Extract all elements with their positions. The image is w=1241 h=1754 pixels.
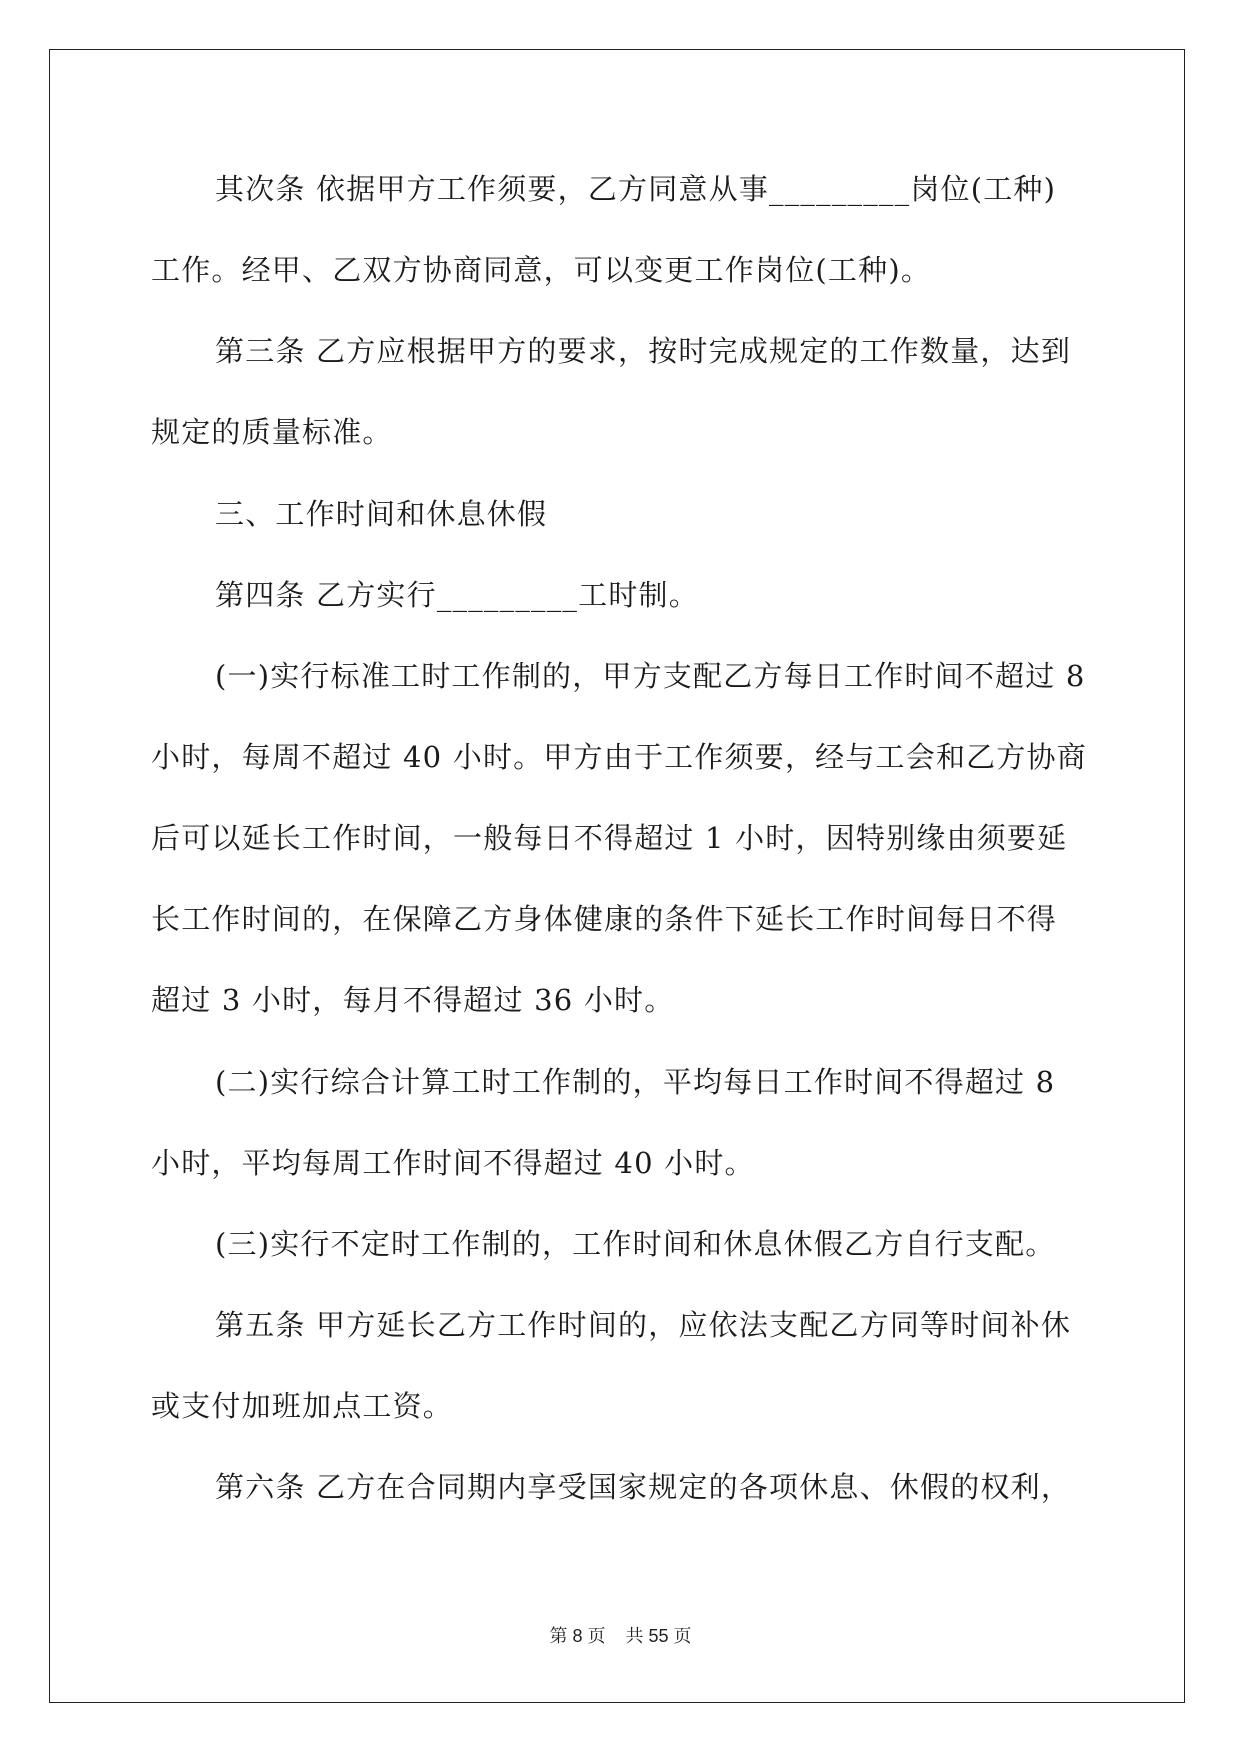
text-line: 小时，每周不超过 40 小时。甲方由于工作须要，经与工会和乙方协商	[151, 740, 1087, 774]
page-border	[49, 49, 1185, 1703]
section-heading: 三、工作时间和休息休假	[215, 497, 548, 531]
text-line: (一)实行标准工时工作制的，甲方支配乙方每日工作时间不超过 8	[215, 659, 1086, 693]
page-total: 共 55 页	[625, 1626, 692, 1646]
page-number: 第 8 页	[549, 1626, 606, 1646]
text-line: 第四条 乙方实行_________工时制。	[215, 578, 699, 612]
text-line: 超过 3 小时，每月不得超过 36 小时。	[151, 983, 675, 1017]
text-line: 第六条 乙方在合同期内享受国家规定的各项休息、休假的权利，	[215, 1470, 1072, 1504]
text-line: 其次条 依据甲方工作须要，乙方同意从事_________岗位(工种)	[215, 172, 1057, 206]
text-line: 或支付加班加点工资。	[151, 1389, 454, 1423]
text-line: (二)实行综合计算工时工作制的，平均每日工作时间不得超过 8	[215, 1065, 1056, 1099]
text-line: 第三条 乙方应根据甲方的要求，按时完成规定的工作数量，达到	[215, 334, 1072, 368]
text-line: 后可以延长工作时间，一般每日不得超过 1 小时，因特别缘由须要延	[151, 821, 1068, 855]
text-line: (三)实行不定时工作制的，工作时间和休息休假乙方自行支配。	[215, 1227, 1056, 1261]
text-line: 工作。经甲、乙双方协商同意，可以变更工作岗位(工种)。	[151, 253, 932, 287]
text-line: 长工作时间的，在保障乙方身体健康的条件下延长工作时间每日不得	[151, 902, 1058, 936]
text-line: 规定的质量标准。	[151, 415, 393, 449]
text-line: 小时，平均每周工作时间不得超过 40 小时。	[151, 1146, 755, 1180]
page-footer	[0, 1624, 1241, 1648]
text-line: 第五条 甲方延长乙方工作时间的，应依法支配乙方同等时间补休	[215, 1308, 1072, 1342]
